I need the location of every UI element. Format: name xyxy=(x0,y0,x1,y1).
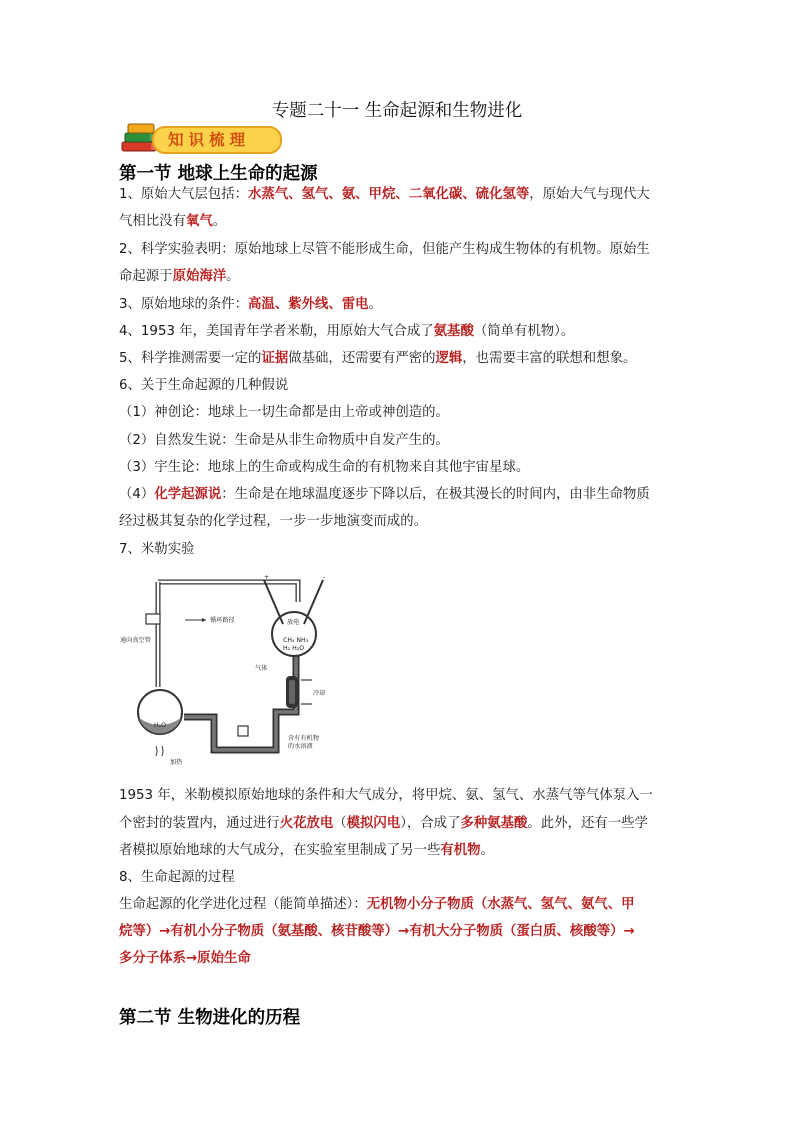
text-line: 者模拟原始地球的大气成分，在实验室里制成了另一些有机物。 xyxy=(119,843,494,858)
text-line: 命起源于原始海洋。 xyxy=(119,269,240,284)
page-title: 专题二十一 生命起源和生物进化 xyxy=(271,101,523,121)
text-line: 6、关于生命起源的几种假说 xyxy=(119,378,289,393)
discharge-label: 放电 xyxy=(287,619,300,626)
text-line: 烷等）→有机小分子物质（氨基酸、核苷酸等）→有机大分子物质（蛋白质、核酸等）→ xyxy=(119,924,635,939)
text-line: （4）化学起源说：生命是在地球温度逐步下降以后，在极其漫长的时间内，由非生命物质 xyxy=(119,487,650,502)
knowledge-badge xyxy=(118,120,286,156)
solution-label-2: 的水溶液 xyxy=(288,743,313,750)
text-line: （2）自然发生说：生命是从非生命物质中自发产生的。 xyxy=(119,433,449,448)
text-line: 2、科学实验表明：原始地球上尽管不能形成生命，但能产生构成生物体的有机物。原始生 xyxy=(119,242,650,257)
plus-electrode-label: + xyxy=(264,574,270,581)
heating-label: 加热 xyxy=(170,759,183,766)
text-line: （1）神创论：地球上一切生命都是由上帝或神创造的。 xyxy=(119,405,449,420)
gases-label-1: CH₄ NH₃ xyxy=(283,637,309,644)
text-line: 1、原始大气层包括：水蒸气、氢气、氨、甲烷、二氧化碳、硫化氢等，原始大气与现代大 xyxy=(119,187,650,202)
text-line: 3、原始地球的条件：高温、紫外线、雷电。 xyxy=(119,297,382,312)
section2-heading: 第二节 生物进化的历程 xyxy=(119,1008,301,1028)
text-line: 经过极其复杂的化学过程，一步一步地演变而成的。 xyxy=(119,514,427,529)
text-line: 生命起源的化学进化过程（能简单描述）：无机物小分子物质（水蒸气、氢气、氨气、甲 xyxy=(119,897,635,912)
water-label: H₂O xyxy=(154,722,167,729)
text-line: 8、生命起源的过程 xyxy=(119,870,235,885)
text-line: 7、米勒实验 xyxy=(119,542,195,557)
gases-label-2: H₂ H₂O xyxy=(283,645,305,652)
minus-electrode-label: - xyxy=(323,574,326,581)
text-line: 多分子体系→原始生命 xyxy=(119,951,251,966)
gas-label: 气体 xyxy=(255,665,268,672)
cycle-path-label: 循环路径 xyxy=(210,617,235,624)
text-line: 4、1953 年，美国青年学者米勒，用原始大气合成了氨基酸（简单有机物）。 xyxy=(119,324,575,339)
text-line: 1953 年，米勒模拟原始地球的条件和大气成分，将甲烷、氨、氢气、水蒸气等气体泵入一 xyxy=(119,788,653,803)
vacuum-label: 通向真空管 xyxy=(120,637,151,644)
cooling-label: 冷却 xyxy=(313,690,326,697)
miller-experiment-diagram xyxy=(118,572,354,770)
badge-label: 知识梳理 xyxy=(168,131,251,149)
text-line: 5、科学推测需要一定的证据做基础，还需要有严密的逻辑，也需要丰富的联想和想象。 xyxy=(119,351,637,366)
section1-heading: 第一节 地球上生命的起源 xyxy=(119,164,318,184)
text-line: （3）宇生论：地球上的生命或构成生命的有机物来自其他宇宙星球。 xyxy=(119,460,530,475)
text-line: 气相比没有氧气。 xyxy=(119,214,227,229)
text-line: 个密封的装置内，通过进行火花放电（模拟闪电），合成了多种氨基酸。此外，还有一些学 xyxy=(119,816,648,831)
solution-label-1: 含有有机物 xyxy=(288,735,319,742)
